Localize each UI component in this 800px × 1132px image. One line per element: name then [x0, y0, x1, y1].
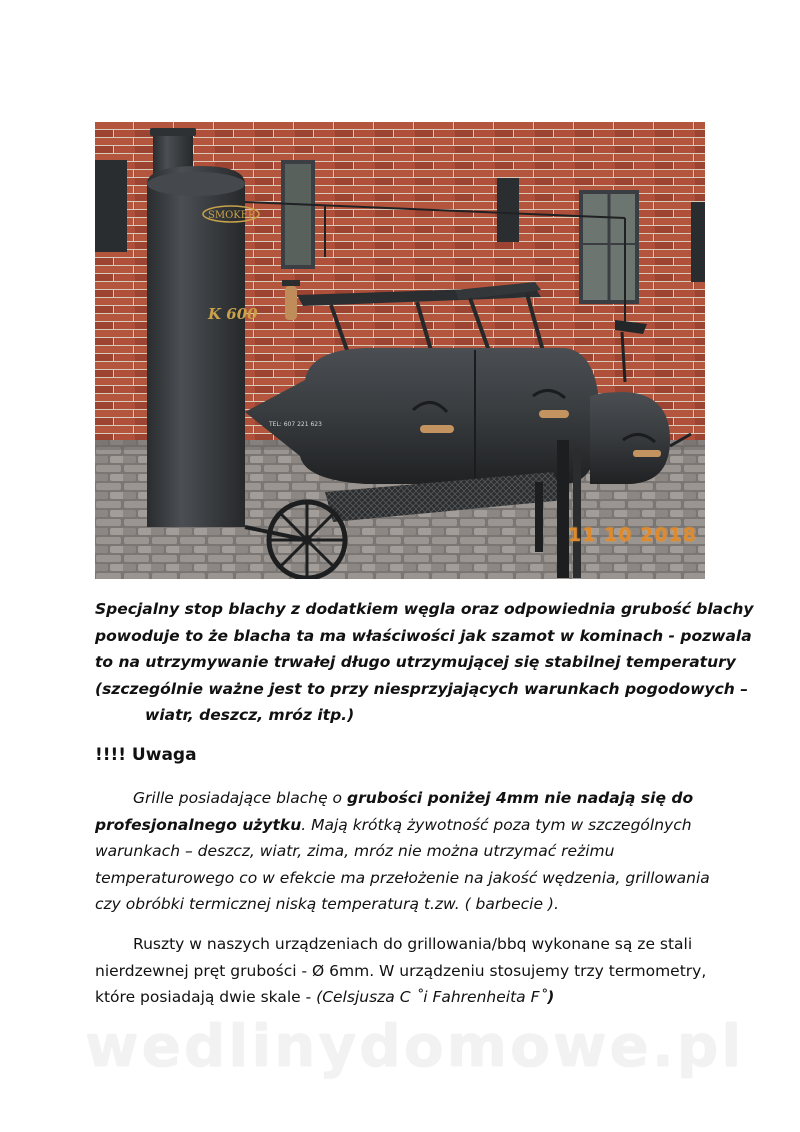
model-plate: K 600: [208, 305, 258, 323]
text-run: Grille posiadające blachę o: [133, 789, 347, 807]
grate-paragraph: [95, 931, 715, 1011]
smoker-photo: [95, 122, 705, 579]
phone-text: TEL: 607 221 623: [269, 421, 322, 428]
caption-line: powoduje to że blacha ta ma właściwości jak szamot w kominach - pozwala: [95, 626, 752, 645]
smoker-illustration: [95, 122, 705, 579]
bold-text: grubości poniżej 4mm nie nadają się do: [346, 789, 694, 807]
watermark: wedlinydomowe.pl: [85, 1012, 745, 1080]
caption-line: (szczególnie ważne jest to przy niesprzyjających warunkach pogodowych –: [95, 679, 748, 698]
date-stamp: 11 10 2018: [568, 524, 697, 546]
brand-text: SMOKER: [208, 210, 256, 221]
photo-caption: [95, 596, 754, 729]
italic-text: (Celsjusza C ˚i Fahrenheita F˚: [316, 988, 548, 1006]
text-line: czy obróbki termicznej niską temperaturą t.zw. ( barbecie ).: [95, 895, 559, 913]
warning-heading: !!!! Uwaga: [95, 745, 197, 765]
caption-line: wiatr, deszcz, mróz itp.): [145, 706, 355, 724]
text-run: które posiadają dwie skale -: [95, 988, 317, 1006]
text-line: Ruszty w naszych urządzeniach do grillowania/bbq wykonane są ze stali: [133, 935, 693, 953]
bold-paren: ): [547, 988, 555, 1006]
caption-line: to na utrzymywanie trwałej długo utrzymującej się stabilnej temperatury: [95, 653, 736, 671]
caption-line: Specjalny stop blachy z dodatkiem węgla oraz odpowiednia grubość blachy: [95, 600, 754, 618]
bold-text: profesjonalnego użytku: [95, 815, 302, 834]
text-line: temperaturowego co w efekcie ma przełożenie na jakość wędzenia, grillowania: [95, 868, 710, 887]
text-line: nierdzewnej pręt grubości - Ø 6mm. W urządzeniu stosujemy trzy termometry,: [95, 961, 707, 980]
warning-paragraph: [95, 785, 715, 918]
text-run: . Mają krótką żywotność poza tym w szczególnych: [301, 815, 692, 834]
text-line: warunkach – deszcz, wiatr, zima, mróz nie można utrzymać reżimu: [95, 842, 615, 860]
